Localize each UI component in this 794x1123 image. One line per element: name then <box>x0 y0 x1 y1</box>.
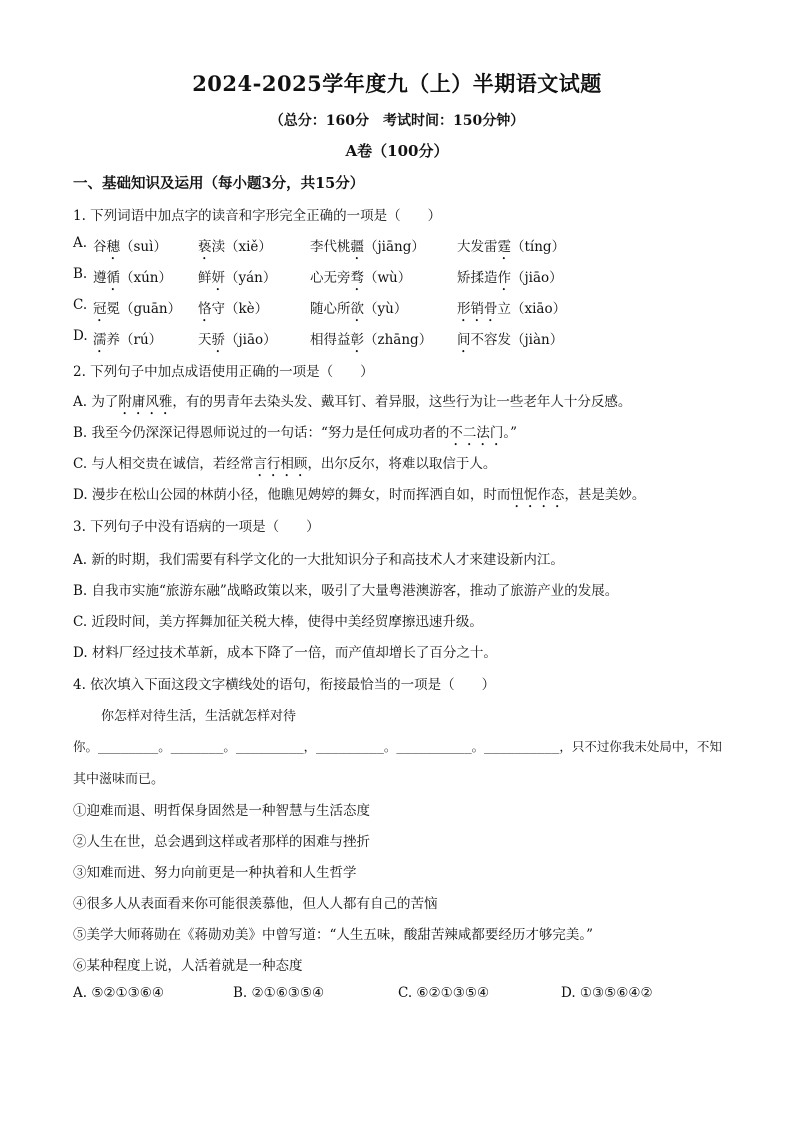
q2-option-d: D. 漫步在松山公园的林荫小径，他瞧见娉婷的舞女，时而挥洒自如，时而忸怩作态，甚是美妙。 <box>73 487 646 503</box>
q4-option-d: D. ①③⑤⑥④② <box>561 985 653 1001</box>
q4-passage-line-3: 其中滋味而已。 <box>73 772 165 787</box>
q2-stem: 2. 下列句子中加点成语使用正确的一项是（ ） <box>73 364 374 380</box>
q1-item: 随心所欲（yù） <box>310 301 408 317</box>
q4-sentence-3: ③知难而进、努力向前更是一种执着和人生哲学 <box>73 865 357 881</box>
q1-item: 间不容发（jiàn） <box>457 332 564 348</box>
q3-option-a: A. 新的时期，我们需要有科学文化的一大批知识分子和高技术人才来建设新内江。 <box>73 552 564 568</box>
paper-label: A卷（100分） <box>345 142 449 160</box>
q1-row-label: A. <box>73 235 88 251</box>
q4-sentence-6: ⑥某种程度上说，人活着就是一种态度 <box>73 958 303 974</box>
q1-item: 形销骨立（xiāo） <box>457 301 567 317</box>
page-title: 2024-2025学年度九（上）半期语文试题 <box>192 71 602 96</box>
q1-item: 鲜妍（yán） <box>198 270 277 286</box>
q3-stem: 3. 下列句子中没有语病的一项是（ ） <box>73 519 320 535</box>
q1-stem: 1. 下列词语中加点字的读音和字形完全正确的一项是（ ） <box>73 208 442 224</box>
q1-item: 亵渎（xiě） <box>198 239 272 255</box>
q3-option-c: C. 近段时间，美方挥舞加征关税大棒，使得中美经贸摩擦迅速升级。 <box>73 614 483 630</box>
q4-passage-line-2: 你。________。_______。_________，_________。__________。__________，只不过你我未处局中，不知 <box>73 739 722 754</box>
q1-item: 大发雷霆（tíng） <box>457 239 566 255</box>
q1-item: 谷穗（suì） <box>93 239 167 255</box>
q1-row-label: D. <box>73 328 88 344</box>
q1-item: 心无旁骛（wù） <box>310 270 412 286</box>
q1-item: 相得益彰（zhāng） <box>310 332 433 348</box>
section-heading: 一、基础知识及运用（每小题3分，共15分） <box>73 175 365 192</box>
q4-sentence-1: ①迎难而退、明哲保身固然是一种智慧与生活态度 <box>73 803 370 819</box>
q1-item: 天骄（jiāo） <box>198 332 277 348</box>
q4-passage-line-1: 你怎样对待生活，生活就怎样对待 <box>101 709 297 724</box>
q4-sentence-2: ②人生在世，总会遇到这样或者那样的困难与挫折 <box>73 834 370 850</box>
q2-option-c: C. 与人相交贵在诚信，若经常言行相顾，出尔反尔，将难以取信于人。 <box>73 456 497 472</box>
q3-option-b: B. 自我市实施“旅游东融”战略政策以来，吸引了大量粤港澳游客，推动了旅游产业的发展。 <box>73 583 619 599</box>
q1-row-label: C. <box>73 297 88 313</box>
exam-info: （总分：160分 考试时间：150分钟） <box>269 113 525 129</box>
q4-stem: 4. 依次填入下面这段文字横线处的语句，衔接最恰当的一项是（ ） <box>73 677 496 693</box>
q4-option-a: A. ⑤②①③⑥④ <box>73 985 164 1001</box>
q4-sentence-5: ⑤美学大师蒋勋在《蒋勋劝美》中曾写道：“人生五味，酸甜苦辣咸都要经历才够完美。” <box>73 927 594 943</box>
q2-option-b: B. 我至今仍深深记得恩师说过的一句话：“努力是任何成功者的不二法门。” <box>73 425 518 441</box>
q1-item: 恪守（kè） <box>198 301 269 317</box>
q4-sentence-4: ④很多人从表面看来你可能很羡慕他，但人人都有自己的苦恼 <box>73 896 438 912</box>
q2-option-a: A. 为了附庸风雅，有的男青年去染头发、戴耳钉、着异服，这些行为让一些老年人十分反感。 <box>73 394 632 410</box>
q1-item: 濡养（rú） <box>93 332 163 348</box>
q3-option-d: D. 材料厂经过技术革新，成本下降了一倍，而产值却增长了百分之十。 <box>73 645 497 661</box>
q1-item: 遵循（xún） <box>93 270 173 286</box>
q4-option-c: C. ⑥②①③⑤④ <box>398 985 490 1001</box>
q1-item: 李代桃疆（jiāng） <box>310 239 425 255</box>
q1-row-label: B. <box>73 266 88 282</box>
q4-option-b: B. ②①⑥③⑤④ <box>233 985 325 1001</box>
q1-item: 冠冕（guān） <box>93 301 182 317</box>
q1-item: 矫揉造作（jiāo） <box>457 270 563 286</box>
